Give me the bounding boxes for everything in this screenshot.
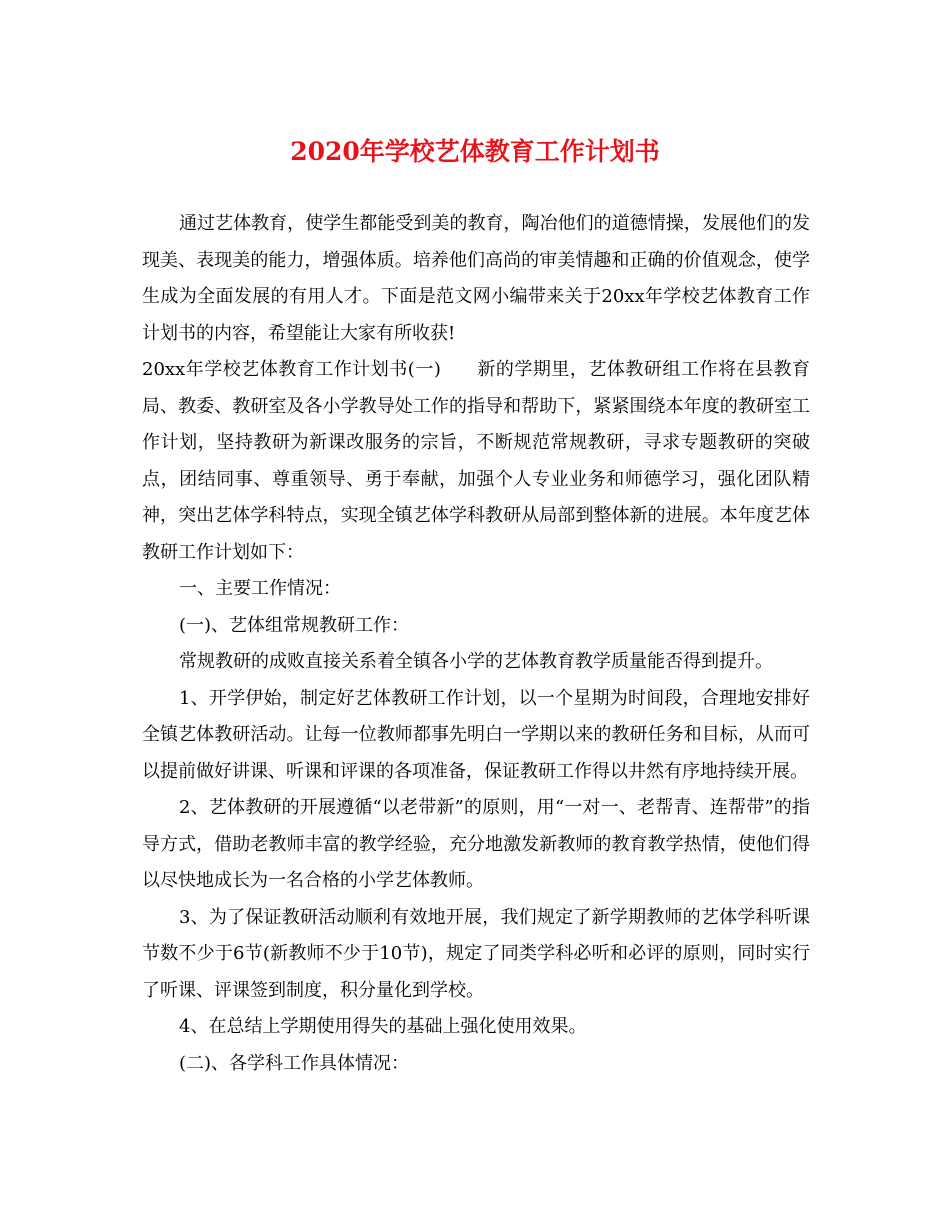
list-item-1: 1、开学伊始，制定好艺体教研工作计划，以一个星期为时间段，合理地安排好全镇艺体教研活动。让每一位教师都事先明白一学期以来的教研任务和目标，从而可以提前做好讲课、听课和评课的各项准备，保证教研工作得以井然有序地持续开展。 <box>142 687 810 782</box>
section-heading-main-work: 一、主要工作情况： <box>179 578 341 599</box>
plan-intro-text: 新的学期里，艺体教研组工作将在县教育局、教委、教研室及各小学教导处工作的指导和帮助下，紧紧围绕本年度的教研室工作计划，坚持教研为新课改服务的宗旨，不断规范常规教研，寻求专题教研的突破点，团结同事、尊重领导、勇于奉献，加强个人专业业务和师德学习，强化团队精神，突出艺体学科特点，实现全镇艺体学科教研从局部到整体新的进展。本年度艺体教研工作计划如下： <box>142 359 810 563</box>
list-item-4: 4、在总结上学期使用得失的基础上强化使用效果。 <box>179 1016 587 1037</box>
intro-paragraph: 通过艺体教育，使学生都能受到美的教育，陶冶他们的道德情操，发展他们的发现美、表现美的能力，增强体质。培养他们高尚的审美情趣和正确的价值观念，使学生成为全面发展的有用人才。下面是范文网小编带来关于20xx年学校艺体教育工作计划书的内容，希望能让大家有所收获! <box>142 213 810 344</box>
subsection-heading-routine: (一)、艺体组常规教研工作： <box>179 614 410 636</box>
document-title: 2020年学校艺体教育工作计划书 <box>290 137 660 166</box>
plan-heading: 20xx年学校艺体教育工作计划书(一) <box>142 359 441 380</box>
subsection-heading-subjects: (二)、各学科工作具体情况： <box>179 1052 410 1074</box>
document-body <box>142 206 810 1082</box>
plan-paragraph <box>142 352 810 571</box>
list-item-3: 3、为了保证教研活动顺利有效地开展，我们规定了新学期教师的艺体学科听课节数不少于6节(新教师不少于10节)，规定了同类学科必听和必评的原则，同时实行了听课、评课签到制度，积分量化到学校。 <box>142 906 810 1001</box>
list-item-2: 2、艺体教研的开展遵循“以老带新”的原则，用“一对一、老帮青、连帮带”的指导方式，借助老教师丰富的教学经验，充分地激发新教师的教育教学热情，使他们得以尽快地成长为一名合格的小学艺体教师。 <box>142 797 810 891</box>
routine-paragraph: 常规教研的成败直接关系着全镇各小学的艺体教育教学质量能否得到提升。 <box>179 651 773 672</box>
